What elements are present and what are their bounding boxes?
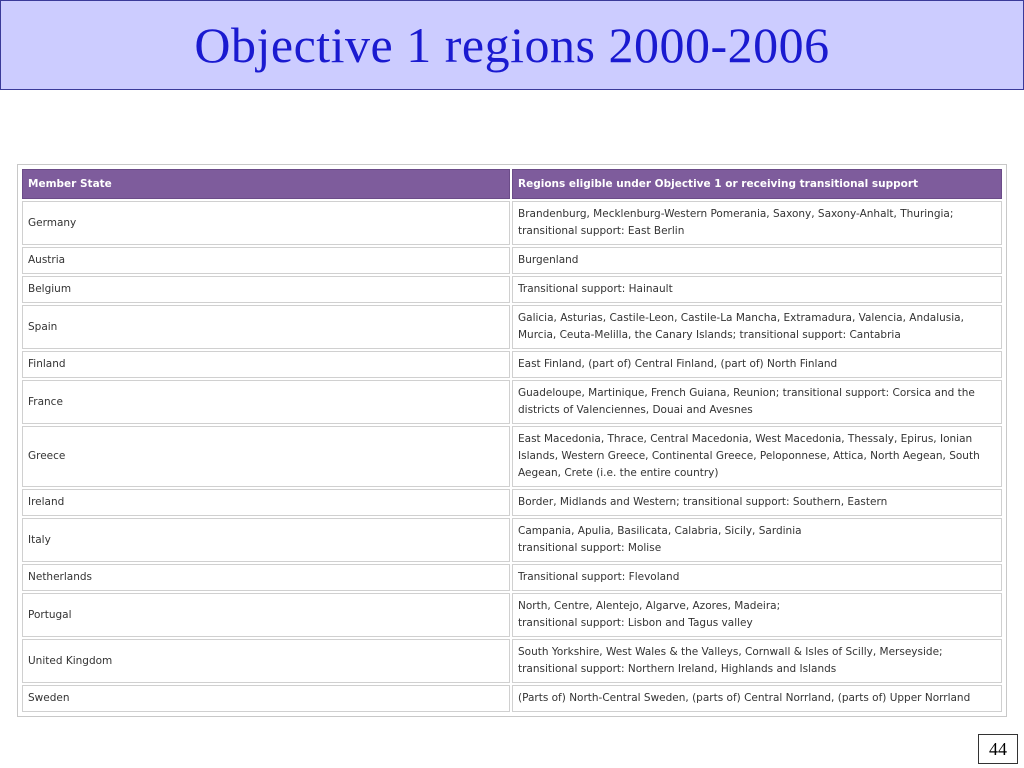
regions-cell [512, 489, 1002, 516]
table-header-row [22, 169, 1002, 199]
regions-cell [512, 518, 1002, 562]
table-row [22, 276, 1002, 303]
member-state-cell: Finland [22, 351, 510, 378]
regions-line: Galicia, Asturias, Castile-Leon, Castile-La Mancha, Extramadura, Valencia, Andalusia, [518, 312, 964, 324]
member-state-cell: France [22, 380, 510, 424]
regions-line: transitional support: East Berlin [518, 225, 685, 237]
regions-table-container [17, 164, 1007, 717]
table-row [22, 380, 1002, 424]
member-state-cell: Netherlands [22, 564, 510, 591]
regions-line: Islands, Western Greece, Continental Greece, Peloponnese, Attica, North Aegean, South [518, 450, 980, 462]
member-state-cell: Austria [22, 247, 510, 274]
regions-cell [512, 305, 1002, 349]
regions-line: districts of Valenciennes, Douai and Avesnes [518, 404, 753, 416]
header-regions: Regions eligible under Objective 1 or receiving transitional support [512, 169, 1002, 199]
table-row [22, 564, 1002, 591]
table-row [22, 426, 1002, 487]
page-title: Objective 1 regions 2000-2006 [194, 17, 830, 73]
member-state-cell: Belgium [22, 276, 510, 303]
regions-line: South Yorkshire, West Wales & the Valleys, Cornwall & Isles of Scilly, Merseyside; [518, 646, 943, 658]
member-state-cell: Sweden [22, 685, 510, 712]
regions-cell [512, 426, 1002, 487]
regions-line: East Macedonia, Thrace, Central Macedonia, West Macedonia, Thessaly, Epirus, Ionian [518, 433, 973, 445]
regions-line: Brandenburg, Mecklenburg-Western Pomerania, Saxony, Saxony-Anhalt, Thuringia; [518, 208, 954, 220]
page-number: 44 [978, 734, 1018, 764]
regions-cell [512, 247, 1002, 274]
regions-line: Murcia, Ceuta-Melilla, the Canary Islands; transitional support: Cantabria [518, 329, 901, 341]
title-banner [0, 0, 1024, 90]
table-row [22, 305, 1002, 349]
regions-line: Transitional support: Hainault [518, 283, 673, 295]
member-state-cell: Portugal [22, 593, 510, 637]
table-row [22, 351, 1002, 378]
regions-line: Guadeloupe, Martinique, French Guiana, Reunion; transitional support: Corsica and the [518, 387, 975, 399]
member-state-cell: Ireland [22, 489, 510, 516]
regions-line: transitional support: Molise [518, 542, 662, 554]
regions-cell [512, 685, 1002, 712]
regions-line: Transitional support: Flevoland [518, 571, 680, 583]
table-row [22, 489, 1002, 516]
regions-line: North, Centre, Alentejo, Algarve, Azores, Madeira; [518, 600, 781, 612]
regions-line: Border, Midlands and Western; transitional support: Southern, Eastern [518, 496, 888, 508]
regions-line: (Parts of) North-Central Sweden, (parts of) Central Norrland, (parts of) Upper Norrland [518, 692, 971, 704]
member-state-cell: Italy [22, 518, 510, 562]
table-row [22, 685, 1002, 712]
table-row [22, 593, 1002, 637]
member-state-cell: Spain [22, 305, 510, 349]
regions-cell [512, 276, 1002, 303]
table-row [22, 201, 1002, 245]
member-state-cell: United Kingdom [22, 639, 510, 683]
regions-cell [512, 564, 1002, 591]
member-state-cell: Greece [22, 426, 510, 487]
table-body [22, 201, 1002, 712]
table-row [22, 518, 1002, 562]
header-member-state: Member State [22, 169, 510, 199]
regions-cell [512, 201, 1002, 245]
regions-line: transitional support: Northern Ireland, Highlands and Islands [518, 663, 837, 675]
regions-line: East Finland, (part of) Central Finland, (part of) North Finland [518, 358, 838, 370]
table-row [22, 639, 1002, 683]
regions-line: Burgenland [518, 254, 579, 266]
regions-cell [512, 593, 1002, 637]
regions-line: Aegean, Crete (i.e. the entire country) [518, 467, 719, 479]
regions-cell [512, 351, 1002, 378]
regions-cell [512, 639, 1002, 683]
member-state-cell: Germany [22, 201, 510, 245]
table-row [22, 247, 1002, 274]
regions-table [20, 167, 1004, 714]
regions-line: Campania, Apulia, Basilicata, Calabria, Sicily, Sardinia [518, 525, 802, 537]
regions-line: transitional support: Lisbon and Tagus valley [518, 617, 753, 629]
regions-cell [512, 380, 1002, 424]
